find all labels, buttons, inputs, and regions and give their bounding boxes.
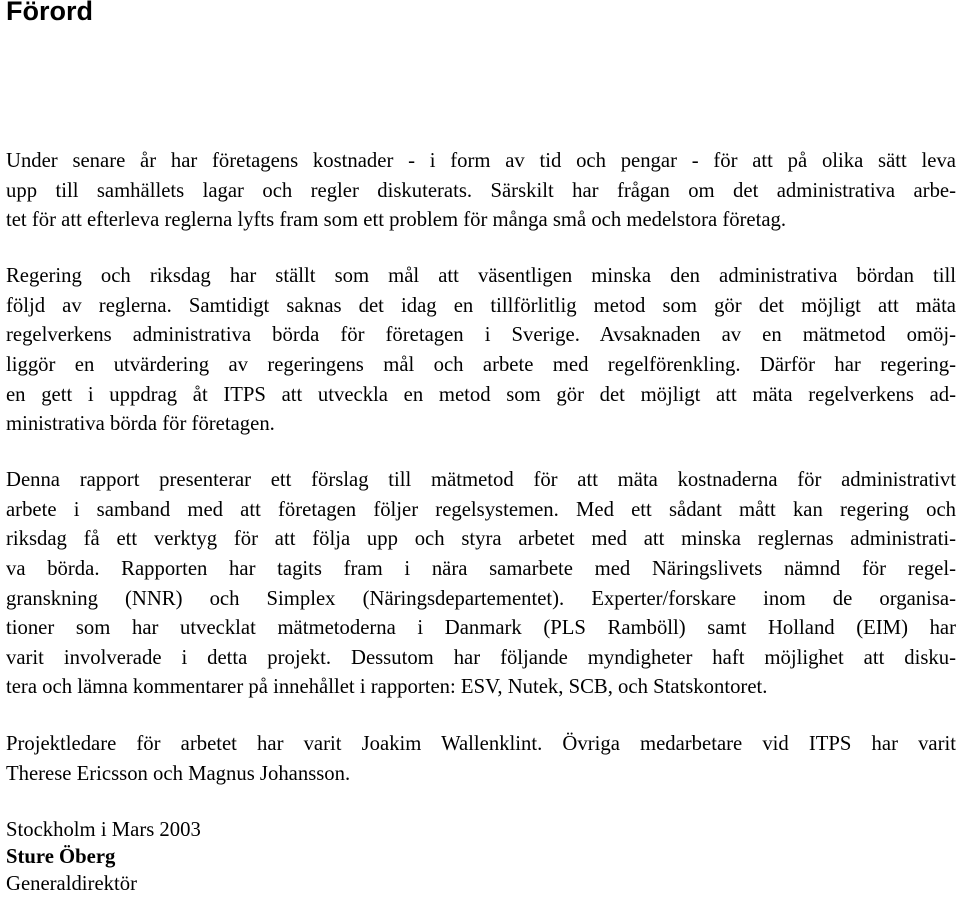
paragraph-line: liggör en utvärdering av regeringens mål och arbete med regelförenkling. Därför har regering- [6, 353, 956, 376]
paragraph-line: va börda. Rapporten har tagits fram i nära samarbete med Näringslivets nämnd för regel- [6, 557, 956, 580]
paragraph-line: Denna rapport presenterar ett förslag till mätmetod för att mäta kostnaderna för administrativt [6, 469, 956, 492]
paragraph-line: tera och lämna kommentarer på innehållet i rapporten: ESV, Nutek, SCB, och Statskontoret. [6, 676, 768, 699]
paragraph-line: Therese Ericsson och Magnus Johansson. [6, 762, 351, 785]
signature-title: Generaldirektör [6, 873, 137, 895]
paragraph-line: arbete i samband med att företagen följer regelsystemen. Med ett sådant mått kan regering och [6, 498, 956, 521]
paragraph-line: upp till samhällets lagar och regler diskuterats. Särskilt har frågan om det administrativa arbe- [6, 179, 956, 202]
signature-name: Sture Öberg [6, 846, 116, 868]
paragraph-line: Under senare år har företagens kostnader - i form av tid och pengar - för att på olika sätt leva [6, 150, 956, 173]
paragraph-line: tet för att efterleva reglerna lyfts fram som ett problem för många små och medelstora företag. [6, 209, 787, 232]
paragraph-line: riksdag få ett verktyg för att följa upp och styra arbetet med att minska reglernas administrati- [6, 528, 956, 551]
paragraph-line: Projektledare för arbetet har varit Joakim Wallenklint. Övriga medarbetare vid ITPS har varit [6, 733, 956, 756]
paragraph-line: följd av reglerna. Samtidigt saknas det idag en tillförlitlig metod som gör det möjligt att mäta [6, 294, 956, 317]
paragraph-line: varit involverade i detta projekt. Dessutom har följande myndigheter haft möjlighet att disku- [6, 646, 956, 669]
paragraph-line: regelverkens administrativa börda för företagen i Sverige. Avsaknaden av en mätmetod omöj- [6, 324, 956, 347]
place-date [6, 757, 956, 905]
paragraph-line: granskning (NNR) och Simplex (Näringsdepartementet). Experter/forskare inom de organisa- [6, 587, 956, 610]
paragraph-line: ministrativa börda för företagen. [6, 413, 275, 436]
paragraph-line: tioner som har utvecklat mätmetoderna i Danmark (PLS Ramböll) samt Holland (EIM) har [6, 617, 956, 640]
paragraph-line: en gett i uppdrag åt ITPS att utveckla en metod som gör det möjligt att mäta regelverkens ad- [6, 383, 956, 406]
paragraph-line: Regering och riksdag har ställt som mål att väsentligen minska den administrativa bördan till [6, 265, 956, 288]
page-title: Förord [6, 0, 93, 26]
paragraph-line: Stockholm i Mars 2003 [6, 819, 201, 842]
